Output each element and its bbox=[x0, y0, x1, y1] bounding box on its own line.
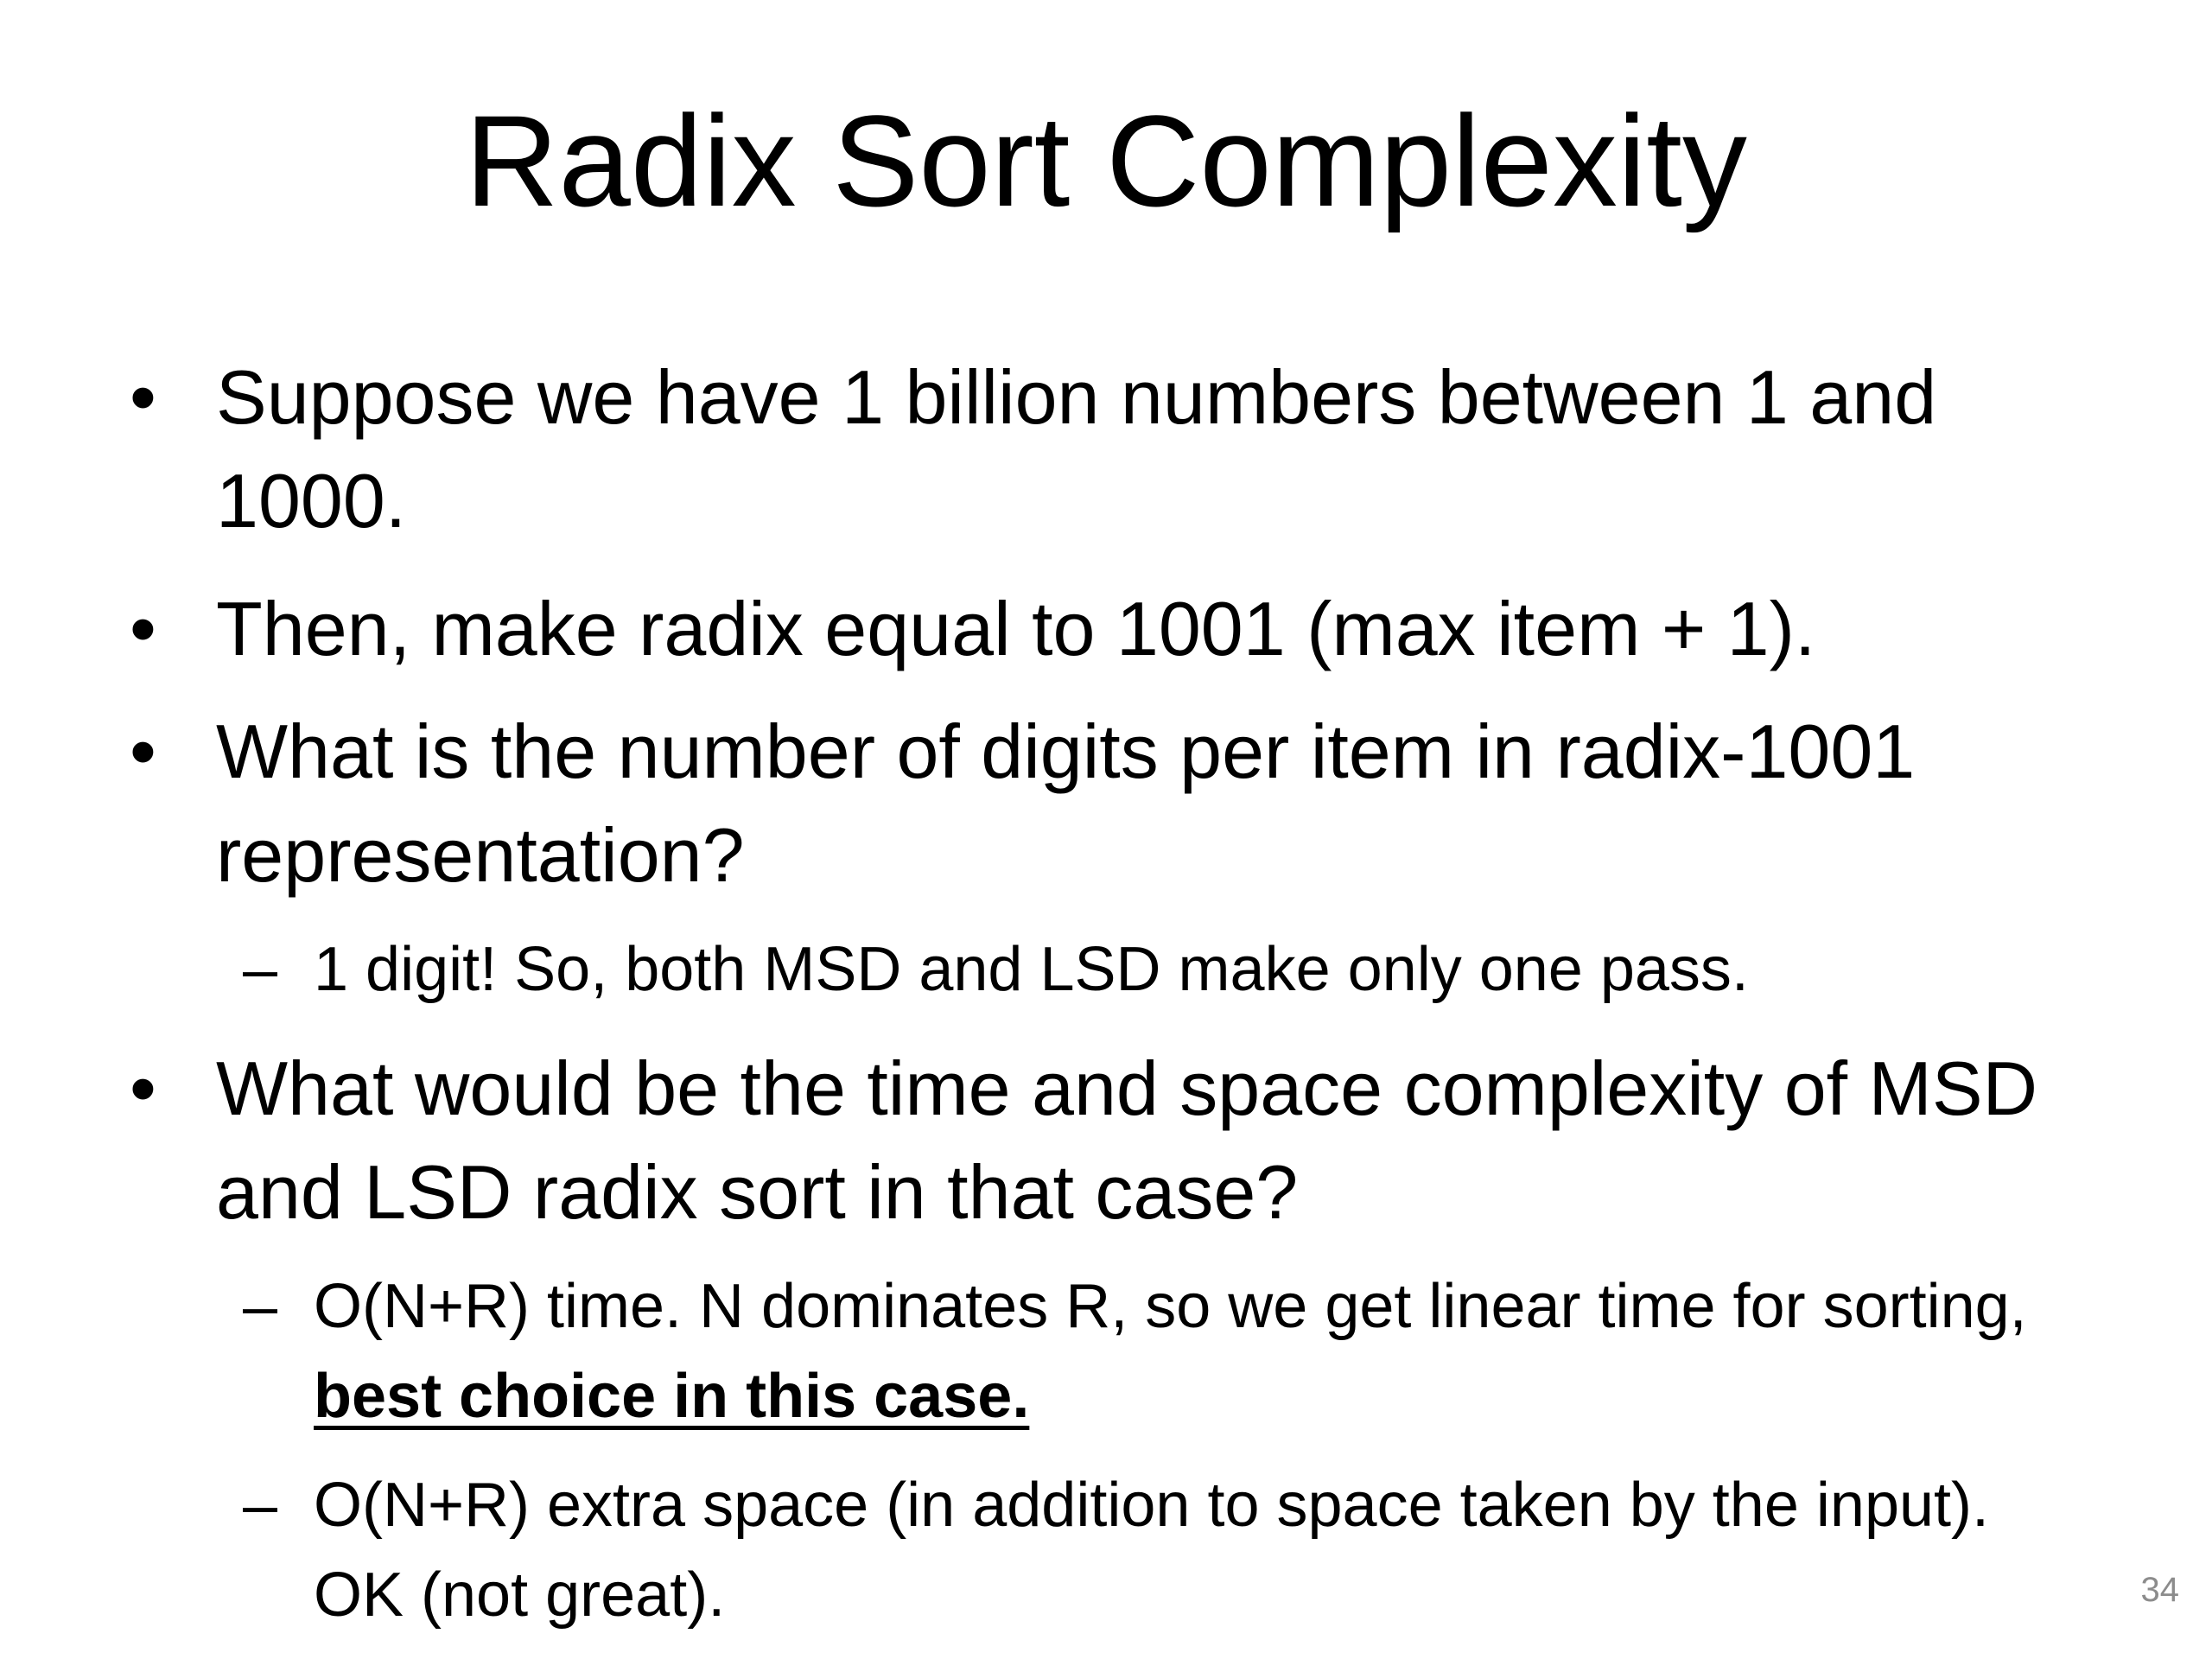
sub-bullet-marker: – bbox=[243, 1272, 278, 1341]
bullet-marker: • bbox=[130, 1046, 156, 1131]
bullet-item bbox=[130, 346, 2100, 553]
bullet-marker: • bbox=[130, 709, 156, 794]
sub-bullet-item bbox=[243, 1460, 2033, 1640]
slide-number: 34 bbox=[2140, 1571, 2179, 1609]
sub-bullet-text: 1 digit! So, both MSD and LSD make only one pass. bbox=[314, 935, 1749, 1004]
bullet-text: Then, make radix equal to 1001 (max item + 1). bbox=[216, 586, 1816, 671]
sub-bullet-item bbox=[243, 1262, 2033, 1441]
sub-bullet-marker: – bbox=[243, 935, 278, 1004]
sub-bullet-text: O(N+R) extra space (in addition to space taken by the input). OK (not great). bbox=[314, 1471, 1990, 1630]
bullet-marker: • bbox=[130, 586, 156, 671]
bullet-text: What would be the time and space complexity of MSD and LSD radix sort in that case? bbox=[216, 1046, 2038, 1235]
bullet-text: Suppose we have 1 billion numbers between 1 and 1000. bbox=[216, 354, 1937, 543]
bullet-text: What is the number of digits per item in radix-1001 representation? bbox=[216, 709, 1916, 898]
bullet-marker: • bbox=[130, 354, 156, 440]
bullet-item bbox=[130, 700, 2100, 907]
slide-title: Radix Sort Complexity bbox=[465, 88, 1747, 233]
bullet-item bbox=[130, 1037, 2100, 1244]
bullet-item bbox=[130, 577, 2100, 681]
sub-bullet-text: O(N+R) time. N dominates R, so we get linear time for sorting, bbox=[314, 1272, 2027, 1341]
sub-bullet-marker: – bbox=[243, 1471, 278, 1540]
emphasis-text: best choice in this case. bbox=[314, 1362, 1030, 1431]
sub-bullet-item bbox=[243, 925, 2033, 1014]
